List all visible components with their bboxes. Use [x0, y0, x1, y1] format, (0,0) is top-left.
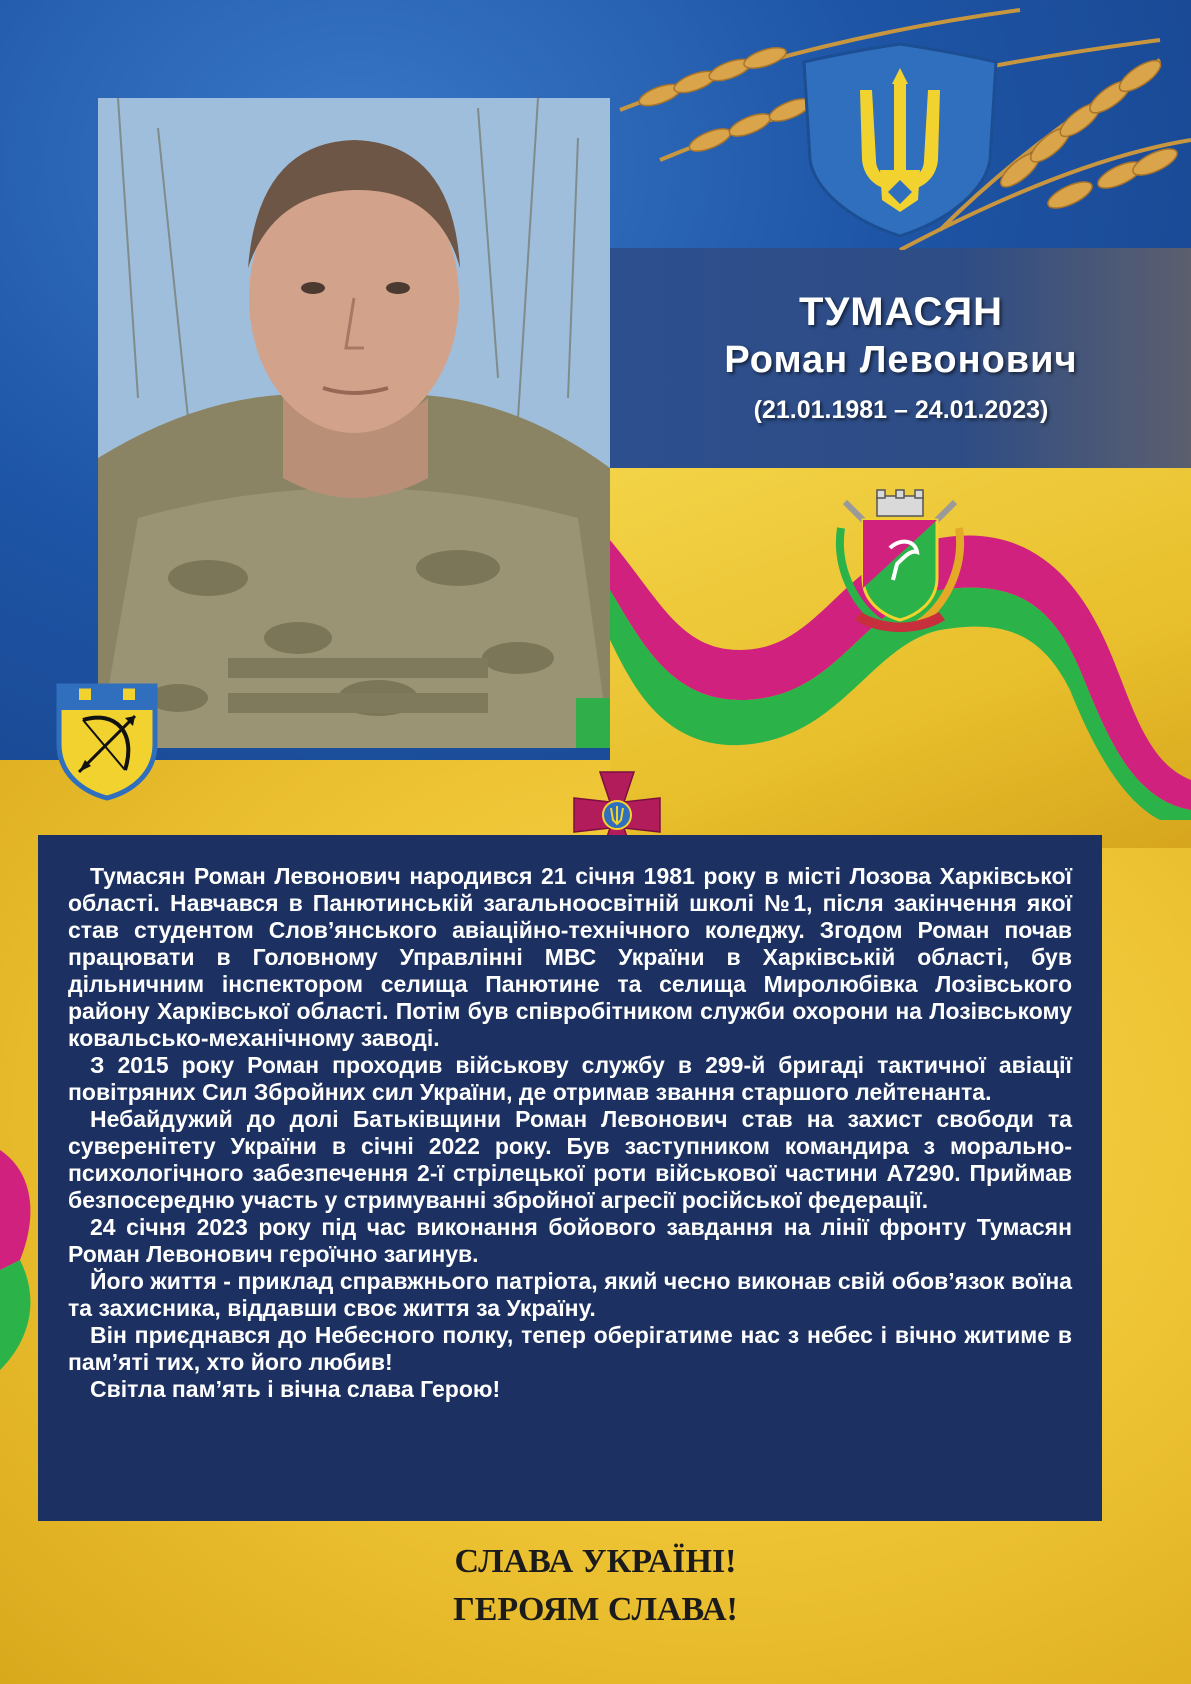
lozova-city-coat-of-arms	[835, 488, 965, 638]
biography-paragraph: 24 січня 2023 року під час виконання бойового завдання на лінії фронту Тумасян Роман Левонович героїчно загинув.	[68, 1214, 1072, 1267]
biography-paragraph: Світла пам’ять і вічна слава Герою!	[90, 1376, 501, 1402]
ukraine-trident-icon	[800, 40, 1000, 240]
slogan-glory-heroes: ГЕРОЯМ СЛАВА!	[453, 1591, 738, 1628]
biography-paragraph: З 2015 року Роман проходив військову службу в 299-й бригаді тактичної авіації повітряних Сил Збройних сил України, де отримав звання старшого лейтенанта.	[68, 1052, 1072, 1105]
biography-paragraph: Небайдужий до долі Батьківщини Роман Левонович став на захист свободи та суверенітету України в січні 2022 року. Був заступником командира з морально-психологічного забезпечення 2-ї стрілецької роти військової частини А7290. Приймав безпосередню участь у стримуванні збройної агресії російської федерації.	[68, 1106, 1072, 1213]
hero-given-names: Роман Левонович	[724, 339, 1078, 381]
slogan-glory-ukraine: СЛАВА УКРАЇНІ!	[454, 1543, 737, 1580]
biography-paragraph: Він приєднався до Небесного полку, тепер оберігатиме нас з небес і вічно житиме в пам’яті тих, хто його любив!	[68, 1322, 1072, 1375]
hero-life-dates: (21.01.1981 – 24.01.2023)	[753, 396, 1049, 424]
unit-shield-bow-icon	[55, 680, 159, 802]
biography-panel	[38, 835, 1102, 1521]
hero-surname: ТУМАСЯН	[798, 290, 1004, 334]
biography-paragraph: Тумасян Роман Левонович народився 21 січня 1981 року в місті Лозова Харківської області. Навчався в Панютинській загальноосвітній школі №1, після закінчення якої став студентом Слов’янського авіаційно-технічного коледжу. Згодом Роман почав працювати в Головному Управлінні МВС України в Харківській області, був дільничним інспектором селища Панютине та селища Миролюбівка Лозівського району Харківської області. Потім був співробітником служби охорони на Лозівському ковальсько-механічному заводі.	[68, 863, 1072, 1051]
hero-portrait-photo	[98, 98, 610, 748]
biography-paragraph: Його життя - приклад справжнього патріота, який чесно виконав свій обов’язок воїна та захисника, віддавши своє життя за Україну.	[68, 1268, 1072, 1321]
hero-name-block	[612, 288, 1190, 430]
slogans	[0, 1538, 1191, 1634]
